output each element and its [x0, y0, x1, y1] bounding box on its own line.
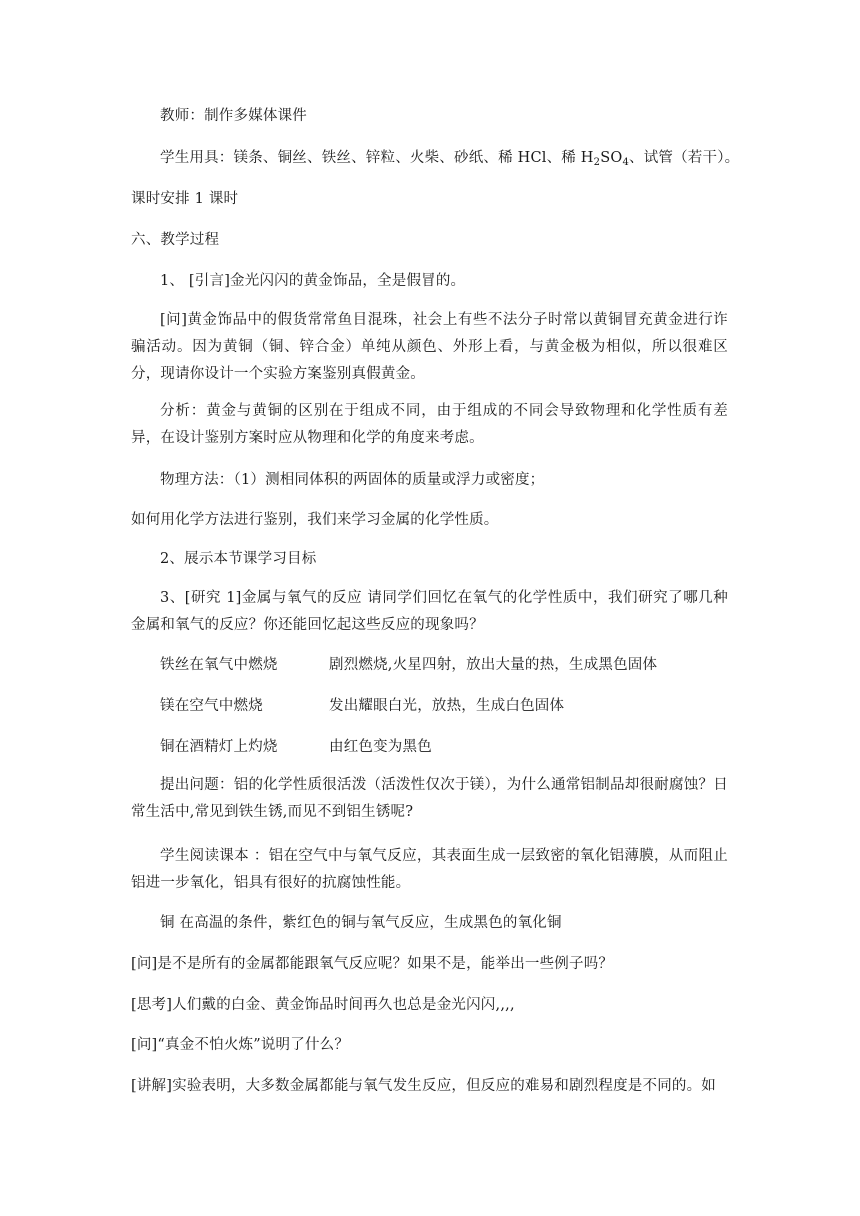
section-heading-teaching-process: 六、教学过程: [131, 232, 220, 248]
student-reading-paragraph: 学生阅读课本 ：铝在空气中与氧气反应，其表面生成一层致密的氧化铝薄膜，从而阻止铝进一步氧化，铝具有很好的抗腐蚀性能。: [131, 848, 728, 891]
question-2: [问]是不是所有的金属都能跟氧气反应呢？如果不是，能举出一些例子吗？: [131, 956, 614, 972]
physical-method: 物理方法：（1）测相同体积的两固体的质量或浮力或密度；: [160, 472, 545, 488]
analysis-paragraph: 分析：黄金与黄铜的区别在于组成不同，由于组成的不同会导致物理和化学性质有差异，在设计鉴别方案时应从物理和化学的角度来考虑。: [131, 403, 728, 446]
reaction-name: 镁在空气中燃烧: [160, 698, 263, 714]
reaction-name: 铜在酒精灯上灼烧: [160, 739, 278, 755]
thinking-prompt: [思考]人们戴的白金、黄金饰品时间再久也总是金光闪闪,,,,: [131, 997, 515, 1013]
student-tools-text-c: 、试管（若干）。: [629, 150, 740, 166]
reaction-phenomenon: 剧烈燃烧,火星四射，放出大量的热，生成黑色固体: [329, 657, 658, 673]
subscript-2: 2: [593, 157, 601, 168]
raise-question-paragraph: 提出问题：铝的化学性质很活泼（活泼性仅次于镁），为什么通常铝制品却很耐腐蚀？日常生活中,常见到铁生锈,而见不到铝生锈呢?: [131, 777, 728, 820]
lecture-paragraph: [讲解]实验表明，大多数金属都能与氧气发生反应，但反应的难易和剧烈程度是不同的。如: [131, 1078, 717, 1094]
reaction-phenomenon: 由红色变为黑色: [329, 739, 432, 755]
lesson-schedule: 课时安排 1 课时: [131, 191, 239, 207]
copper-reaction: 铜 在高温的条件，紫红色的铜与氧气反应，生成黑色的氧化铜: [160, 915, 562, 931]
student-tools: [160, 148, 739, 168]
student-tools-text-a: 学生用具：镁条、铜丝、铁丝、锌粒、火柴、砂纸、稀 HCl、稀 H: [160, 150, 594, 166]
reaction-row: [160, 737, 720, 757]
reaction-row: [160, 696, 720, 716]
step-2-objectives: 2、展示本节课学习目标: [160, 551, 317, 567]
reaction-name: 铁丝在氧气中燃烧: [160, 657, 278, 673]
student-tools-text-b: SO: [600, 150, 623, 166]
chemical-method-intro: 如何用化学方法进行鉴别，我们来学习金属的化学性质。: [131, 512, 499, 528]
subscript-4: 4: [622, 157, 629, 168]
question-3: [问]“真金不怕火炼”说明了什么？: [131, 1037, 350, 1053]
reaction-phenomenon: 发出耀眼白光，放热，生成白色固体: [329, 698, 565, 714]
teacher-preparation: 教师：制作多媒体课件: [160, 108, 307, 124]
reaction-row: [160, 655, 720, 675]
question-paragraph-1: [问]黄金饰品中的假货常常鱼目混珠，社会上有些不法分子时常以黄铜冒充黄金进行诈骗活动。因为黄铜（铜、锌合金）单纯从颜色、外形上看，与黄金极为相似，所以很难区分，现请你设计一个实验方案鉴别真假黄金。: [131, 312, 728, 382]
step-3-research-1: 3、[研究 1]金属与氧气的反应 请同学们回忆在氧气的化学性质中，我们研究了哪几种金属和氧气的反应？你还能回忆起这些反应的现象吗？: [131, 590, 728, 633]
step-1-introduction: 1、 [引言]金光闪闪的黄金饰品，全是假冒的。: [160, 273, 466, 289]
